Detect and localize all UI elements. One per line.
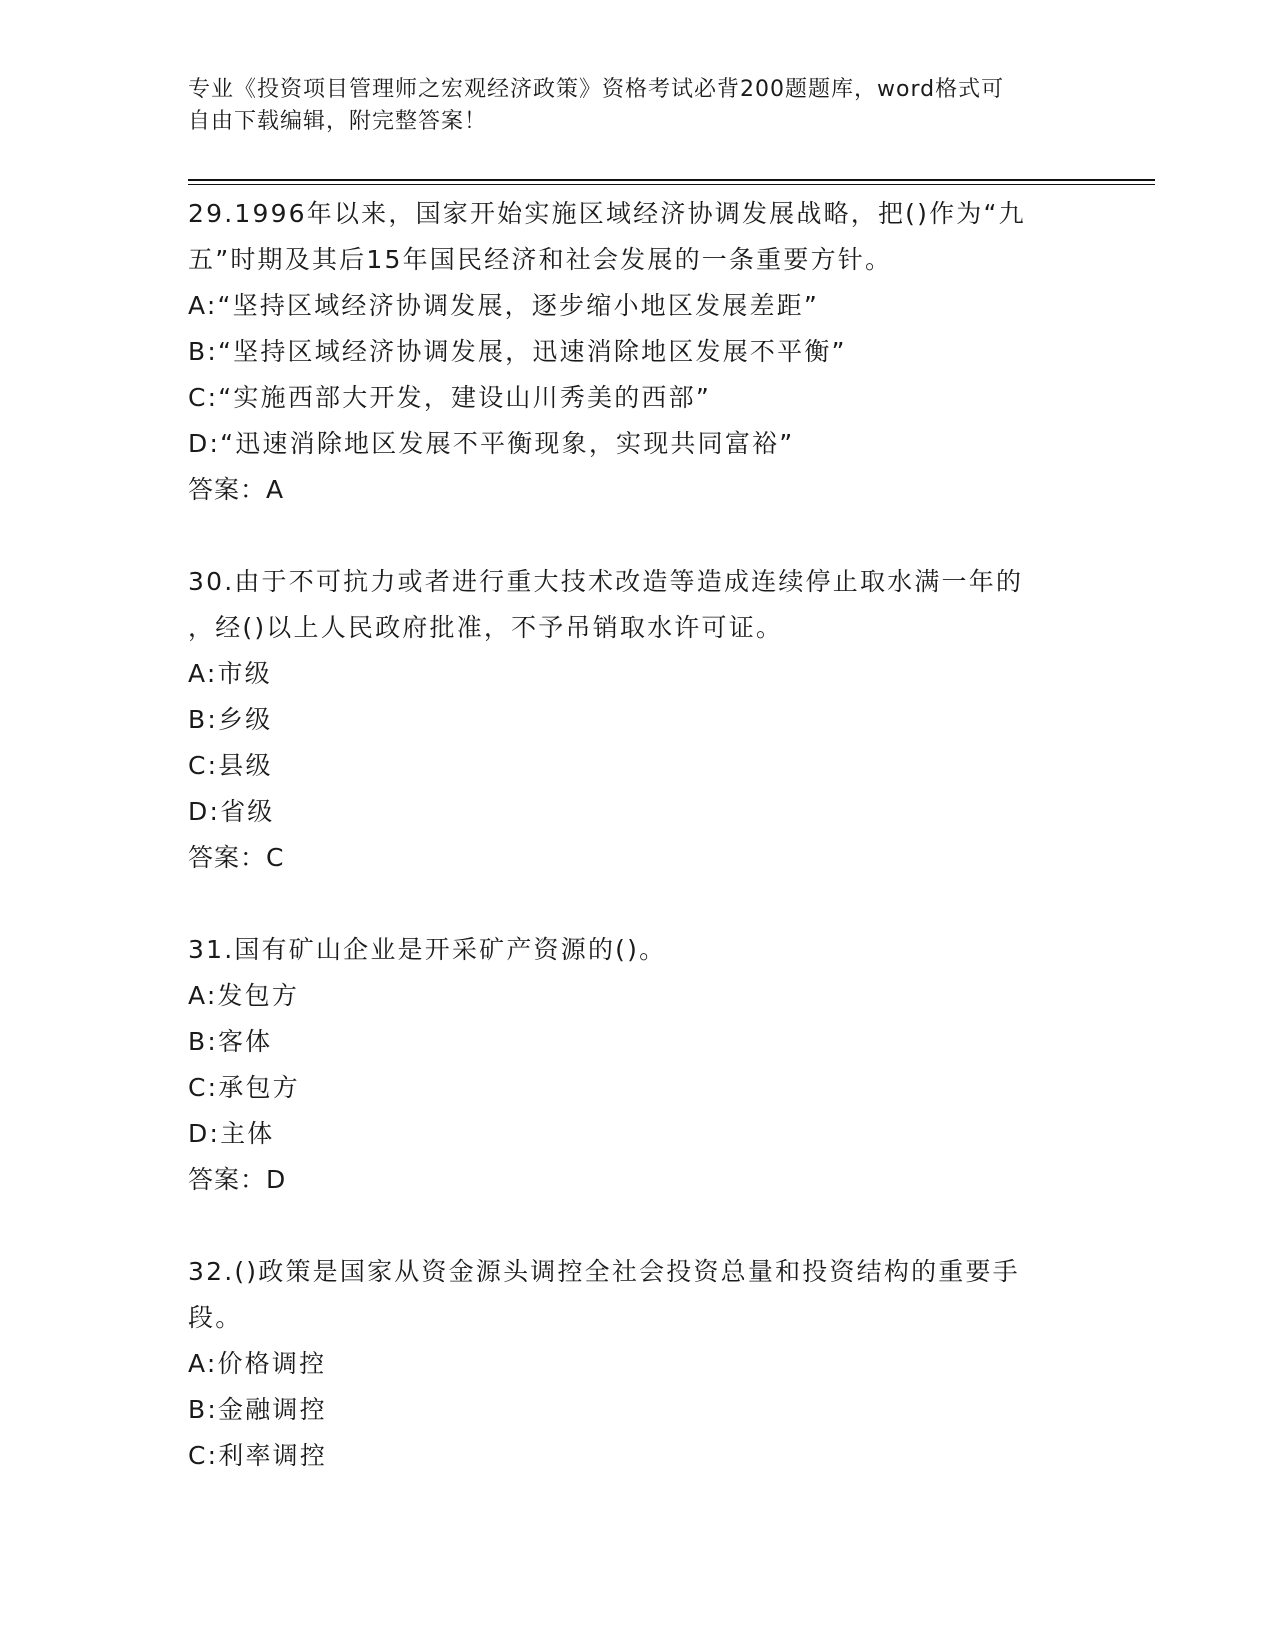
- header-line: 自由下载编辑，附完整答案！: [188, 109, 488, 134]
- header-line: 专业《投资项目管理师之宏观经济政策》资格考试必背200题题库，word格式可: [188, 77, 1005, 102]
- question-29: [188, 191, 1088, 513]
- option-b: B:金融调控: [188, 1395, 327, 1424]
- option-b: B:乡级: [188, 705, 273, 734]
- question-32: [188, 1249, 1088, 1479]
- question-text: 30.由于不可抗力或者进行重大技术改造等造成连续停止取水满一年的: [188, 567, 1024, 596]
- option-b: B:“坚持区域经济协调发展，迅速消除地区发展不平衡”: [188, 337, 847, 366]
- spacer: [188, 881, 1088, 927]
- option-a: A:市级: [188, 659, 272, 688]
- option-c: C:承包方: [188, 1073, 300, 1102]
- question-text: 29.1996年以来，国家开始实施区域经济协调发展战略，把()作为“九: [188, 199, 1026, 228]
- answer: 答案：C: [188, 843, 285, 872]
- option-c: C:县级: [188, 751, 273, 780]
- question-text: 段。: [188, 1303, 243, 1332]
- spacer: [188, 513, 1088, 559]
- answer: 答案：A: [188, 475, 285, 504]
- option-c: C:利率调控: [188, 1441, 328, 1470]
- option-a: A:“坚持区域经济协调发展，逐步缩小地区发展差距”: [188, 291, 819, 320]
- option-c: C:“实施西部大开发，建设山川秀美的西部”: [188, 383, 711, 412]
- question-text: 31.国有矿山企业是开采矿产资源的()。: [188, 935, 667, 964]
- header-divider-thin: [188, 184, 1155, 185]
- option-a: A:发包方: [188, 981, 300, 1010]
- answer: 答案：D: [188, 1165, 287, 1194]
- document-header: [188, 74, 1088, 138]
- option-d: D:“迅速消除地区发展不平衡现象，实现共同富裕”: [188, 429, 795, 458]
- option-d: D:主体: [188, 1119, 275, 1148]
- question-text: ，经()以上人民政府批准，不予吊销取水许可证。: [188, 613, 784, 642]
- question-text: 32.()政策是国家从资金源头调控全社会投资总量和投资结构的重要手: [188, 1257, 1020, 1286]
- question-30: [188, 559, 1088, 881]
- option-b: B:客体: [188, 1027, 273, 1056]
- option-a: A:价格调控: [188, 1349, 327, 1378]
- header-divider: [188, 179, 1155, 181]
- option-d: D:省级: [188, 797, 275, 826]
- spacer: [188, 1203, 1088, 1249]
- question-31: [188, 927, 1088, 1203]
- question-list: [188, 191, 1088, 1479]
- question-text: 五”时期及其后15年国民经济和社会发展的一条重要方针。: [188, 245, 893, 274]
